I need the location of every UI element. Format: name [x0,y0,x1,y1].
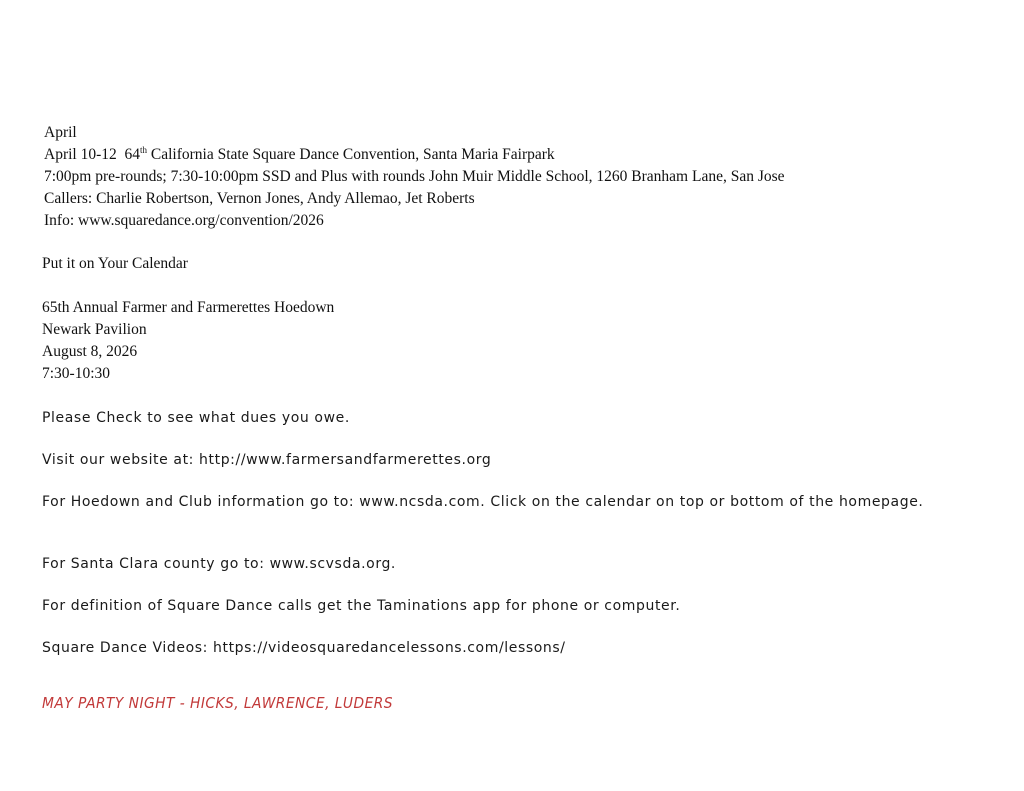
hoedown-info-notice: For Hoedown and Club information go to: www.ncsda.com. Click on the calendar on top or bottom of the homepage. [42,494,924,510]
callers-line: Callers: Charlie Robertson, Vernon Jones, Andy Allemao, Jet Roberts [44,190,475,207]
party-night-heading: MAY PARTY NIGHT - HICKS, LAWRENCE, LUDERS [42,694,394,712]
schedule-line: 7:00pm pre-rounds; 7:30-10:00pm SSD and Plus with rounds John Muir Middle School, 1260 Branham Lane, San Jose [44,168,785,185]
convention-ordinal-suffix: th [140,144,148,155]
convention-line [44,144,555,167]
videos-notice: Square Dance Videos: https://videosquaredancelessons.com/lessons/ [42,640,566,656]
convention-name: California State Square Dance Convention, Santa Maria Fairpark [147,146,555,163]
taminations-notice: For definition of Square Dance calls get the Taminations app for phone or computer. [42,598,681,614]
convention-info-line: Info: www.squaredance.org/convention/2026 [44,212,324,229]
hoedown-title: 65th Annual Farmer and Farmerettes Hoedown [42,299,335,316]
convention-date: April 10-12 [44,146,117,163]
calendar-note: Put it on Your Calendar [42,255,188,272]
santa-clara-notice: For Santa Clara county go to: www.scvsda.org. [42,556,396,572]
convention-ordinal: 64 [124,146,141,163]
hoedown-location: Newark Pavilion [42,321,147,338]
dues-notice: Please Check to see what dues you owe. [42,410,350,426]
website-notice: Visit our website at: http://www.farmersandfarmerettes.org [42,452,492,468]
hoedown-date: August 8, 2026 [42,343,138,360]
april-heading: April [44,124,77,141]
hoedown-time: 7:30-10:30 [42,365,111,382]
